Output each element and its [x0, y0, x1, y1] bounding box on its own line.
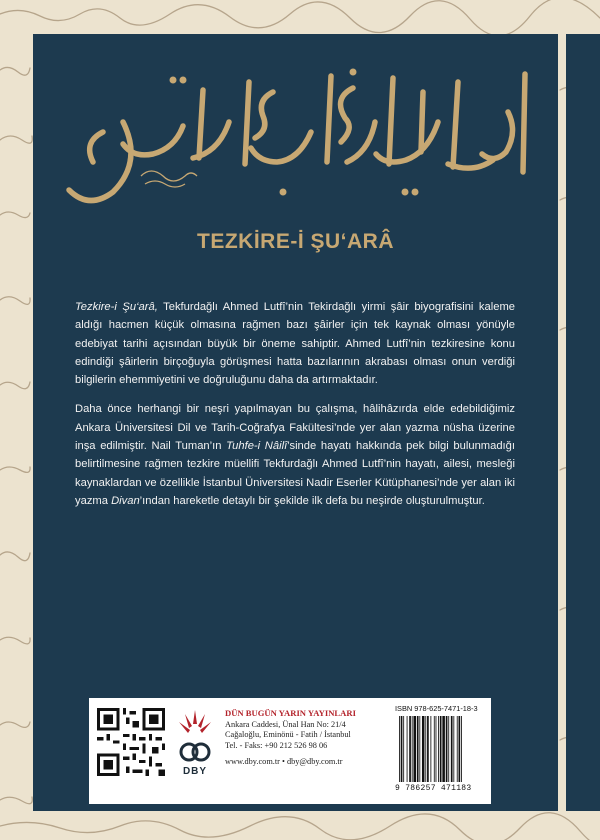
qr-code-icon: [97, 708, 165, 776]
publisher-name: DÜN BUGÜN YARIN YAYINLARI: [225, 708, 356, 718]
paragraph-2-text-3: ’ından hareketle detaylı bir şekilde ilk defa bu neşirde oluşturulmuştur.: [139, 494, 485, 507]
paragraph-2-text-1: Daha önce herhangi bir neşri yapılmayan bu çalışma, hâlihâzırda elde edebildiğimiz Ankara Üniversitesi Dil ve Tarih-Coğrafya Fakültesi’nde yer alan yazma nüsha üzerine inşa edilmiştir. Nail Tuman’ın: [75, 403, 515, 453]
paragraph-2-text-2: ’sinde hayatı hakkında pek bilgi bulunmadığı belirtilmesine rağmen tezkire müellifi Tekfurdağlı Ahmed Lutfî’nin hayatı, ailesi, mesleği kaynaklardan ve özellikle İstanbul Üniversitesi Nadir Eserler Kütüphanesi’nde yer alan iki yazma: [75, 440, 515, 507]
paragraph-1-text: Tekfurdağlı Ahmed Lutfî’nin Tekirdağlı yirmi şâir biyografisini kaleme aldığı hacmen küçük olmasına rağmen bazı şâirler için tek kaynak olması yönüyle edebiyat tarihi açısından büyük bir öneme sahiptir. Ahmed Lutfî’nin tezkiresine konu edindiği şâirlerin birçoğuyla görüşmesi hatta bazılarının akrabası olması onun verdiği bilgilerin ehemmiyetini ve doğruluğunu daha da artırmaktadır.: [75, 301, 515, 387]
cover-panel: [33, 34, 558, 811]
publisher-address-1: Ankara Caddesi, Ünal Han No: 21/4: [225, 719, 346, 729]
publisher-web-email: www.dby.com.tr • dby@dby.com.tr: [225, 757, 343, 767]
arabic-calligraphy-title: [53, 52, 543, 217]
tuhfe-italic: Tuhfe-i Nâilî: [226, 440, 288, 453]
book-title: TEZKİRE-İ ŞU‘ARÂ: [197, 230, 394, 253]
publisher-details: [225, 708, 393, 768]
description-paragraph-2: [75, 400, 515, 510]
work-title-italic: Tezkire-i Şu‘arâ,: [75, 301, 158, 313]
publisher-info-box: [89, 698, 491, 804]
description-paragraph-1: [75, 298, 515, 389]
isbn-barcode: [395, 704, 487, 798]
isbn-number: ISBN 978-625-7471-18-3: [395, 704, 478, 713]
barcode-digits: 9 786257 471183: [395, 784, 472, 793]
publisher-logo-text: DBY: [182, 766, 208, 777]
spine-panel: [566, 34, 600, 811]
publisher-phone: Tel. - Faks: +90 212 526 98 06: [225, 740, 328, 750]
divan-italic: Divan: [111, 494, 140, 507]
publisher-logo: [175, 706, 215, 784]
barcode-icon: [395, 716, 487, 788]
description: [75, 298, 515, 521]
publisher-address-2: Cağaloğlu, Eminönü - Fatih / İstanbul: [225, 730, 351, 740]
